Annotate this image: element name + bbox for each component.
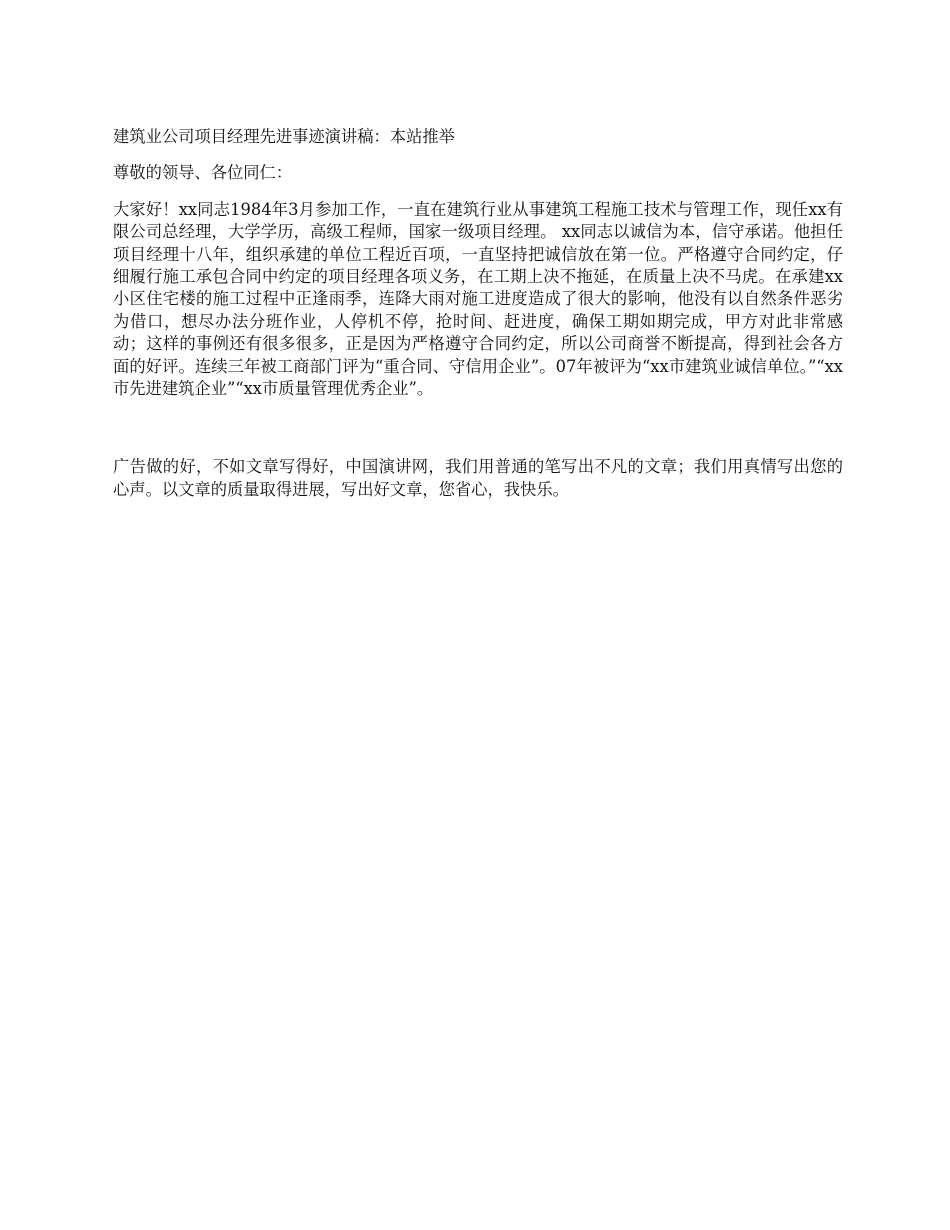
body-paragraph: 大家好！xx同志1984年3月参加工作，一直在建筑行业从事建筑工程施工技术与管理工作，现任xx有限公司总经理，大学学历，高级工程师，国家一级项目经理。 xx同志以诚信为本，信守承诺。他担任项目经理十八年，组织承建的单位工程近百项，一直坚持把诚信放在第一位。严格遵守合同约定，仔细履行施工承包合同中约定的项目经理各项义务，在工期上决不拖延，在质量上决不马虎。在承建xx小区住宅楼的施工过程中正逢雨季，连降大雨对施工进度造成了很大的影响，他没有以自然条件恶劣为借口，想尽办法分班作业，人停机不停，抢时间、赶进度，确保工期如期完成，甲方对此非常感动；这样的事例还有很多很多，正是因为严格遵守合同约定，所以公司商誉不断提高，得到社会各方面的好评。连续三年被工商部门评为“重合同、守信用企业”。07年被评为“xx市建筑业诚信单位。”“xx市先进建筑企业”“xx市质量管理优秀企业”。	[113, 199, 843, 399]
document-title: 建筑业公司项目经理先进事迹演讲稿：本站推举	[113, 127, 455, 146]
paragraph-spacer	[113, 400, 843, 456]
greeting-line: 尊敬的领导、各位同仁：	[113, 163, 293, 183]
document-page	[113, 126, 843, 501]
promo-paragraph: 广告做的好，不如文章写得好，中国演讲网，我们用普通的笔写出不凡的文章；我们用真情写出您的心声。以文章的质量取得进展，写出好文章，您省心，我快乐。	[113, 457, 843, 499]
